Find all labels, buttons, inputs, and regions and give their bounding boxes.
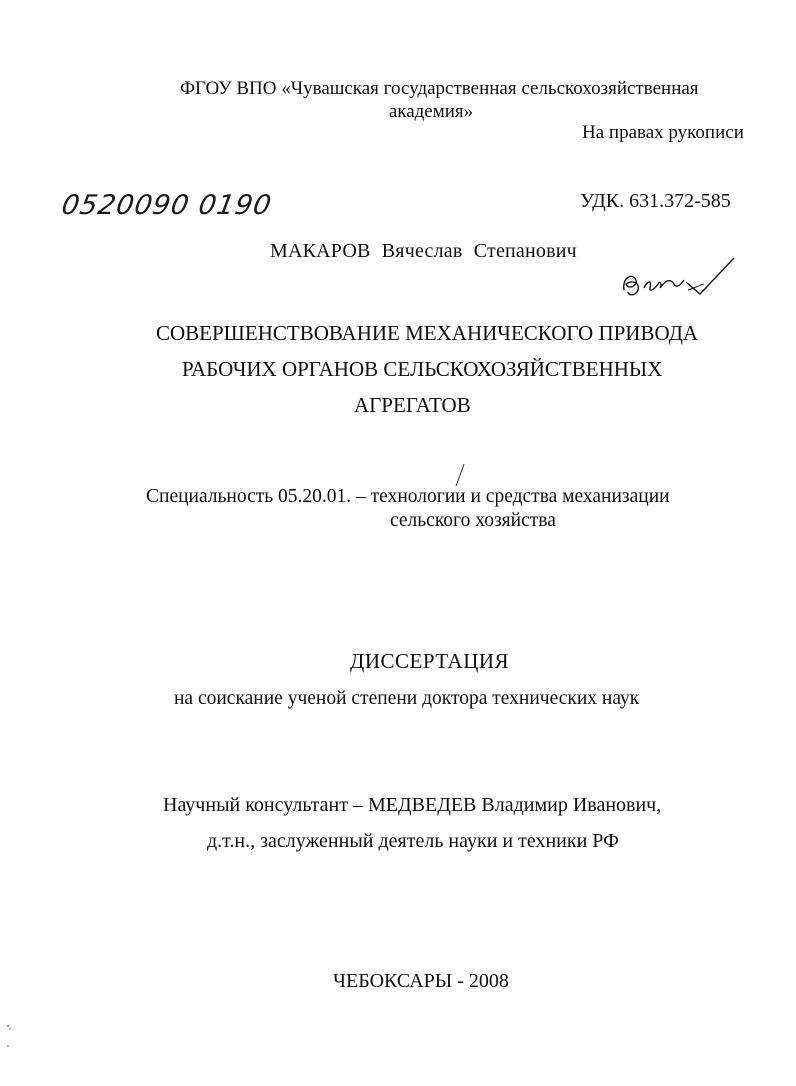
- scan-specks: [0, 1020, 20, 1060]
- consultant-line-2: д.т.н., заслуженный деятель науки и техники РФ: [207, 830, 619, 852]
- pen-mark: [450, 462, 470, 488]
- specialty-line-2: сельского хозяйства: [390, 510, 556, 531]
- author-patronymic: Степанович: [473, 240, 577, 262]
- title-line-2: РАБОЧИХ ОРГАНОВ СЕЛЬСКОХОЗЯЙСТВЕННЫХ: [182, 357, 663, 381]
- handwritten-registration-number: 0520090 0190: [59, 190, 275, 221]
- degree-statement: на соискание ученой степени доктора технических наук: [174, 688, 640, 709]
- author-signature: [614, 250, 744, 310]
- specialty-line-1: Специальность 05.20.01. – технологии и средства механизации: [146, 486, 670, 507]
- document-kind: ДИССЕРТАЦИЯ: [350, 649, 510, 673]
- consultant-line-1: Научный консультант – МЕДВЕДЕВ Владимир Иванович,: [163, 794, 662, 816]
- udk-code: УДК. 631.372-585: [580, 190, 731, 212]
- organization-line-2: академия»: [388, 101, 474, 122]
- author-surname: МАКАРОВ: [270, 240, 371, 262]
- rights-note: На правах рукописи: [582, 122, 744, 143]
- title-line-1: СОВЕРШЕНСТВОВАНИЕ МЕХАНИЧЕСКОГО ПРИВОДА: [156, 321, 699, 345]
- city-year: ЧЕБОКСАРЫ - 2008: [333, 970, 509, 992]
- author-first-name: Вячеслав: [381, 240, 463, 262]
- author-name: [270, 240, 577, 262]
- title-line-3: АГРЕГАТОВ: [354, 393, 471, 417]
- organization-line-1: ФГОУ ВПО «Чувашская государственная сельскохозяйственная: [180, 78, 699, 99]
